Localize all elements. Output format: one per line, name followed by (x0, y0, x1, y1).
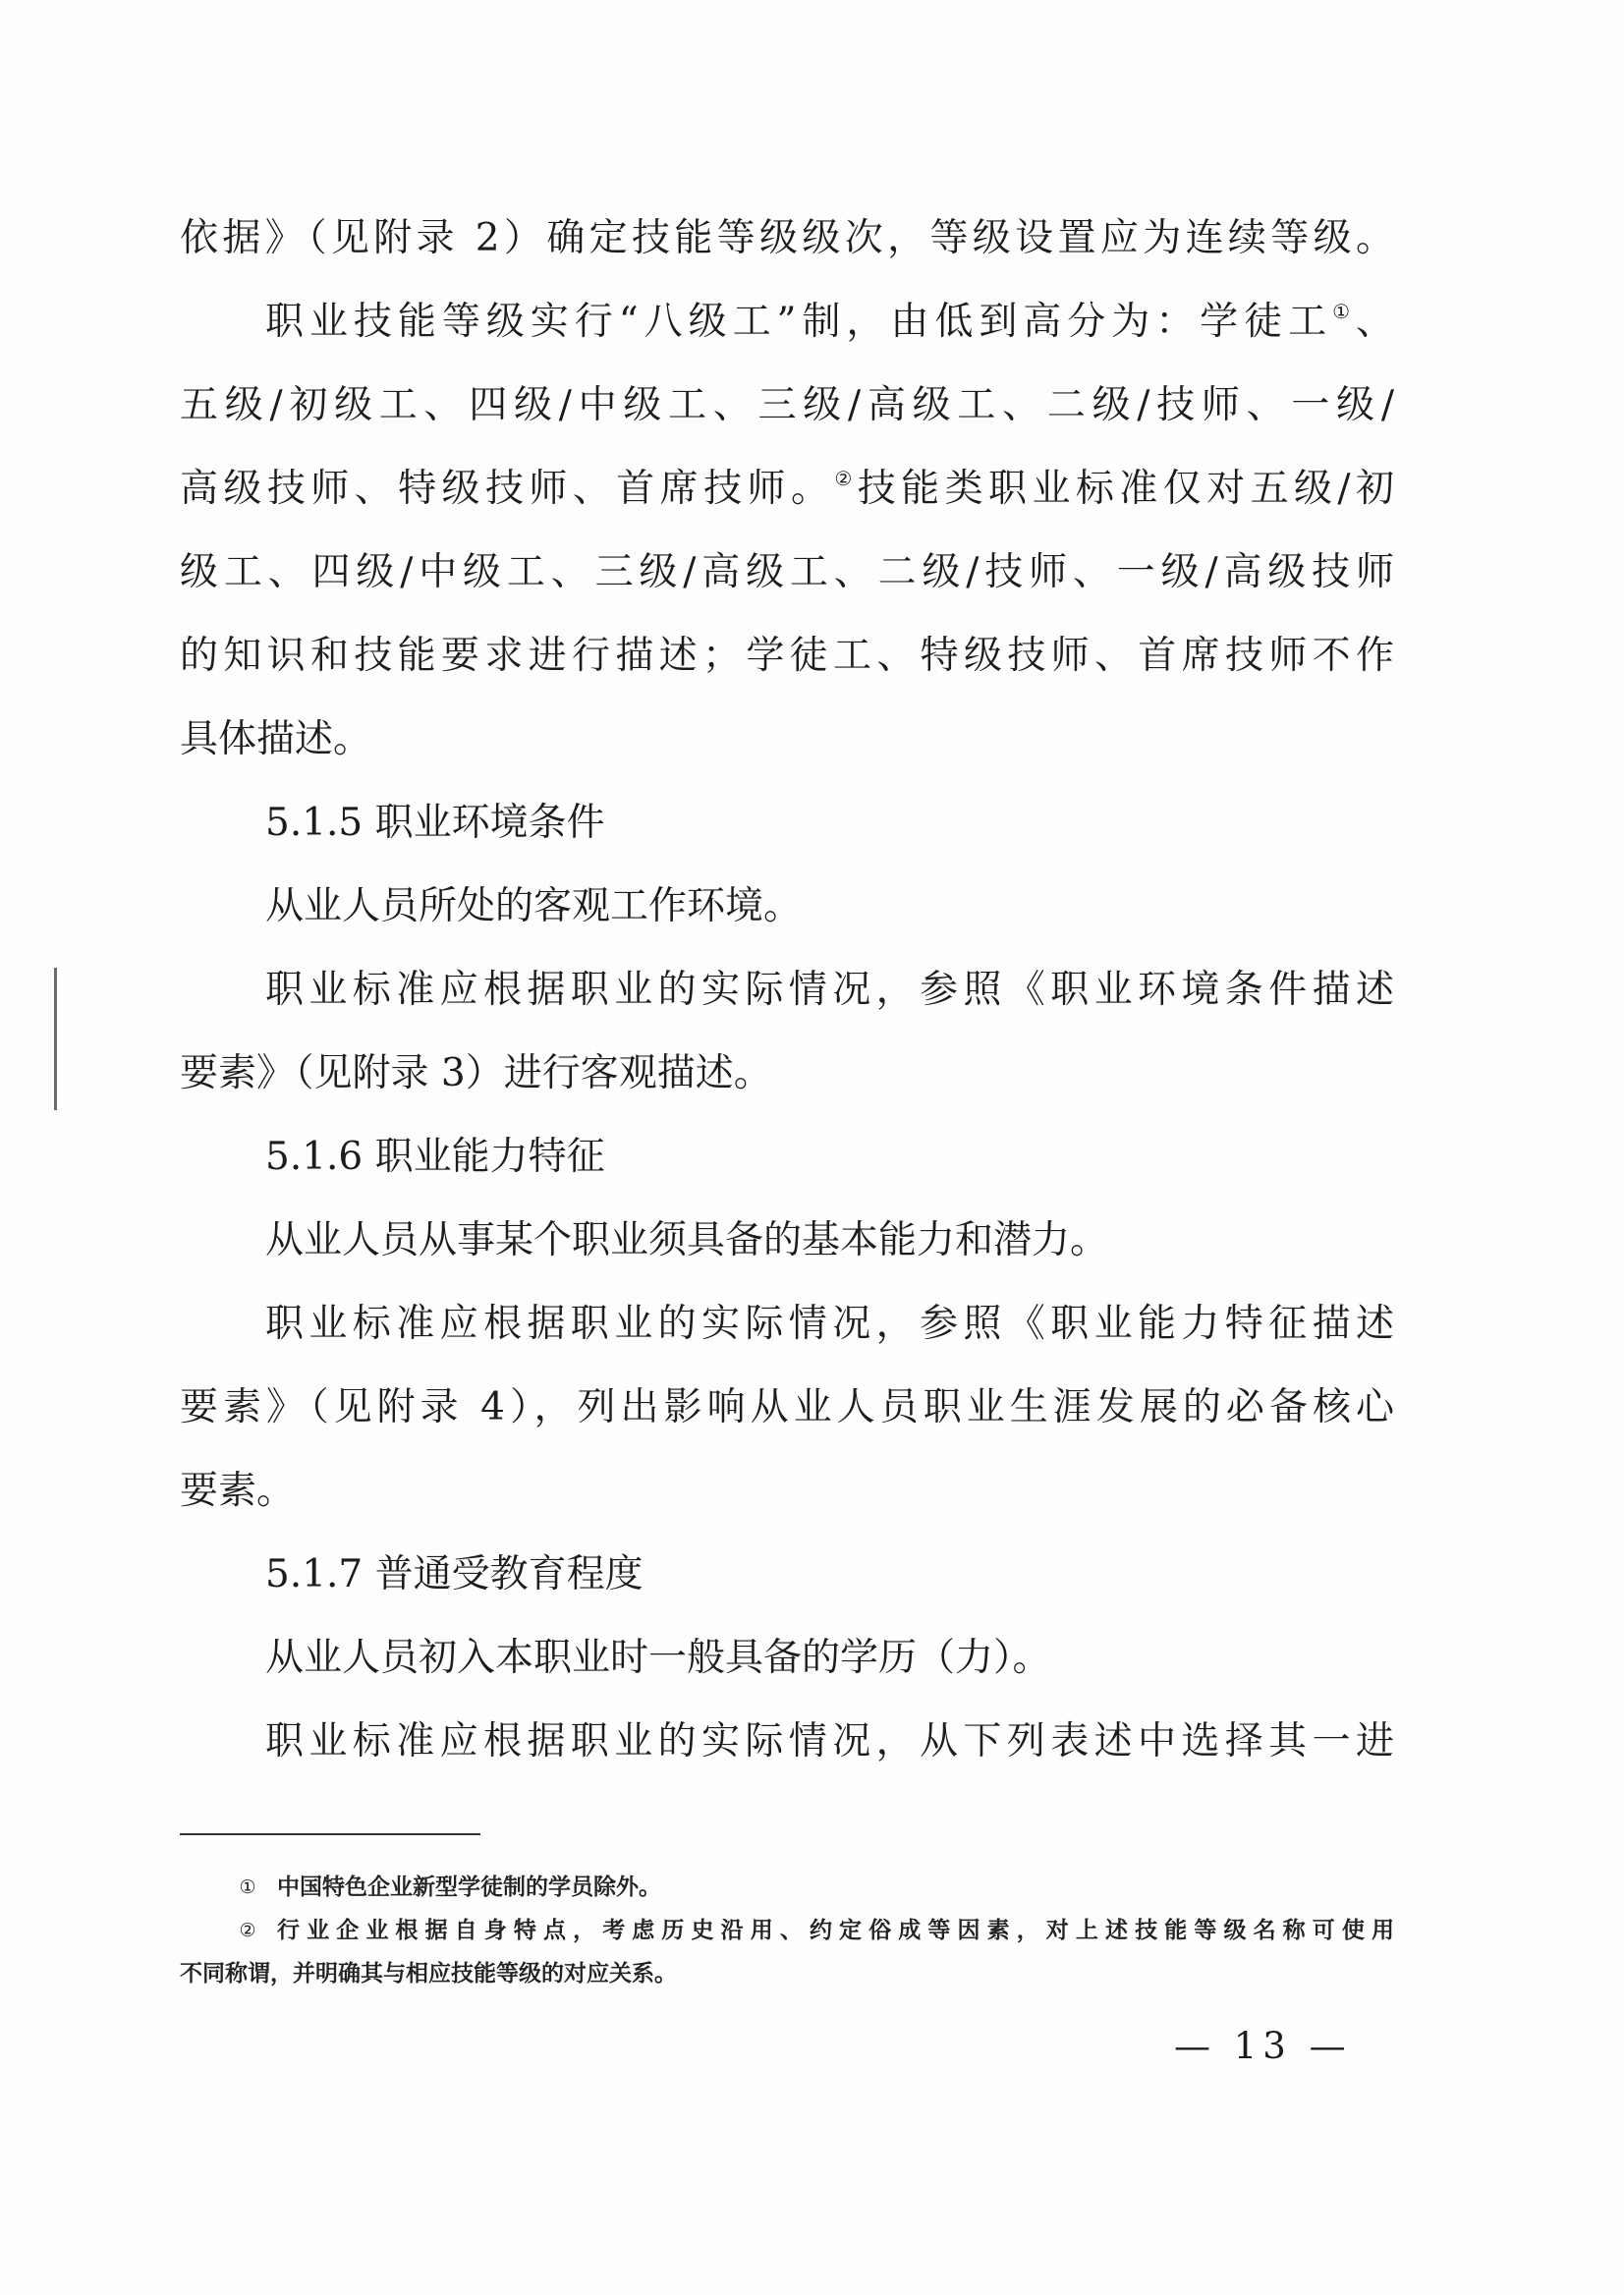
paragraph-line: 职业标准应根据职业的实际情况，参照《职业能力特征描述 (265, 1302, 1394, 1346)
text-span: 技能类职业标准仅对五级/初 (857, 467, 1394, 511)
paragraph-line: 从业人员初入本职业时一般具备的学历（力）。 (265, 1636, 1051, 1680)
page-number: — 13 — (1174, 2025, 1352, 2067)
text-span: 职业技能等级实行“八级工”制，由低到高分为：学徒工 (265, 300, 1333, 344)
footnote-ref-1: ① (1332, 300, 1356, 323)
text-span: 、 (1355, 300, 1394, 344)
footnote-text: 不同称谓，并明确其与相应技能等级的对应关系。 (180, 1961, 677, 1987)
scan-edge-mark (54, 968, 57, 1110)
footnote-separator (180, 1833, 480, 1835)
paragraph-line: 要素》（见附录 4），列出影响从业人员职业生涯发展的必备核心 (180, 1385, 1394, 1429)
section-heading: 5.1.5 职业环境条件 (265, 801, 605, 845)
paragraph-line: 从业人员所处的客观工作环境。 (265, 884, 803, 928)
footnote-marker: ② (239, 1920, 256, 1941)
footnote-text: 中国特色企业新型学徒制的学员除外。 (277, 1875, 661, 1900)
paragraph-line: 五级/初级工、四级/中级工、三级/高级工、二级/技师、一级/ (180, 383, 1394, 427)
footnote-text: 行业企业根据自身特点，考虑历史沿用、约定俗成等因素，对上述技能等级名称可使用 (277, 1918, 1394, 1943)
paragraph-line: 级工、四级/中级工、三级/高级工、二级/技师、一级/高级技师 (180, 550, 1394, 594)
paragraph-line: 职业标准应根据职业的实际情况，参照《职业环境条件描述 (265, 968, 1394, 1012)
section-heading: 5.1.6 职业能力特征 (265, 1135, 605, 1179)
paragraph-line: 具体描述。 (180, 717, 372, 761)
text-span: 高级技师、特级技师、首席技师。 (180, 467, 835, 511)
paragraph-line: 从业人员从事某个职业须具备的基本能力和潜力。 (265, 1218, 1109, 1262)
paragraph-line (180, 465, 1394, 514)
footnote-ref-2: ② (834, 467, 858, 490)
paragraph-line: 要素。 (180, 1469, 296, 1513)
paragraph-line: 职业标准应根据职业的实际情况，从下列表述中选择其一进 (265, 1719, 1394, 1763)
paragraph-line: 依据》（见附录 2）确定技能等级级次，等级设置应为连续等级。 (180, 216, 1394, 260)
section-heading: 5.1.7 普通受教育程度 (265, 1552, 644, 1596)
paragraph-line: 要素》（见附录 3）进行客观描述。 (180, 1051, 772, 1095)
paragraph-line: 的知识和技能要求进行描述；学徒工、特级技师、首席技师不作 (180, 634, 1394, 678)
paragraph-line (265, 298, 1394, 347)
footnote-marker: ① (239, 1876, 256, 1898)
